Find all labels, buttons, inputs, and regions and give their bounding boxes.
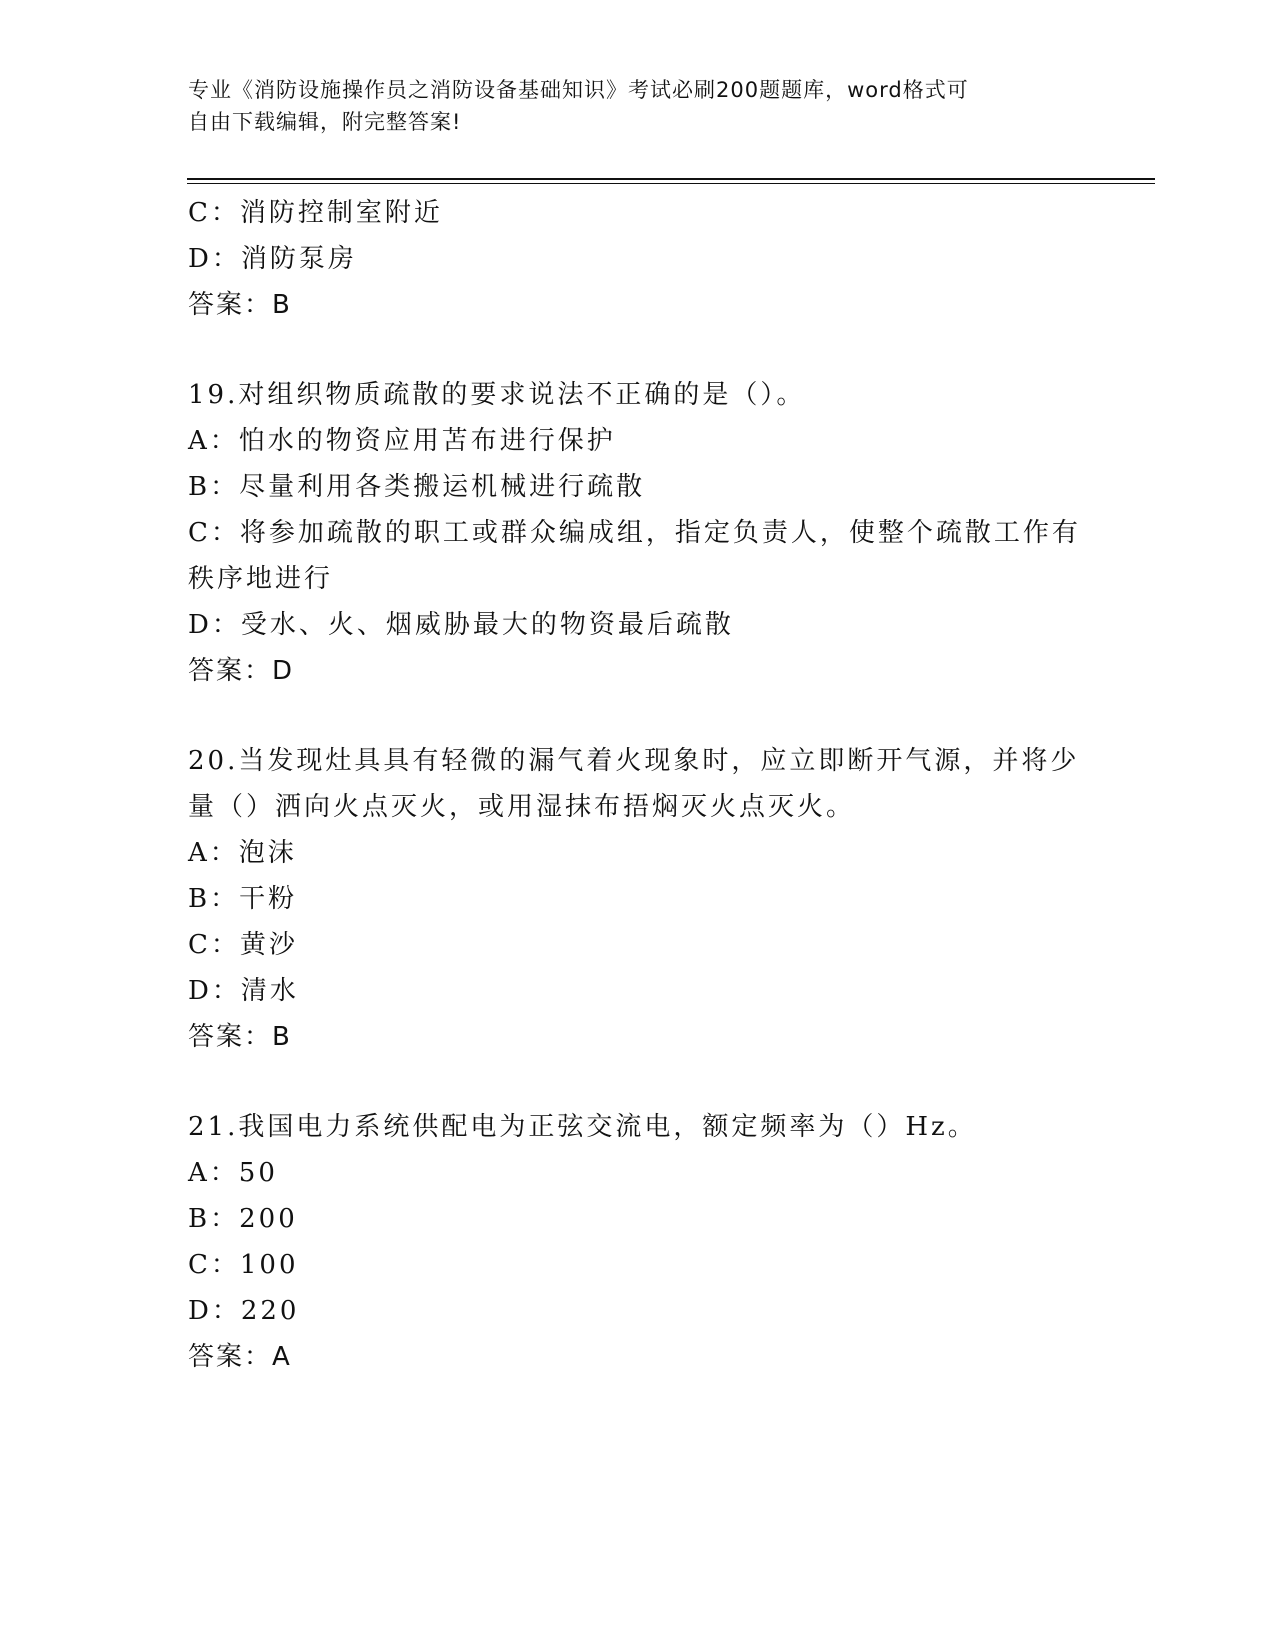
- option-a: A：50: [188, 1158, 278, 1188]
- option-b: B：200: [188, 1204, 298, 1234]
- header-line-1: 专业《消防设施操作员之消防设备基础知识》考试必刷200题题库，word格式可: [188, 78, 969, 102]
- option-c-line-1: C：将参加疏散的职工或群众编成组，指定负责人，使整个疏散工作有: [188, 518, 1081, 548]
- question-spacer: [188, 328, 1088, 372]
- option-c-line-2: 秩序地进行: [188, 564, 334, 594]
- question-list: [188, 190, 1088, 1380]
- header-line-2: 自由下载编辑，附完整答案!: [188, 110, 462, 134]
- page-header: [188, 74, 1068, 138]
- question-text: 21.我国电力系统供配电为正弦交流电，额定频率为（）Hz。: [188, 1112, 977, 1142]
- option-b: B：尽量利用各类搬运机械进行疏散: [188, 472, 646, 502]
- option-d: D：220: [188, 1296, 300, 1326]
- question-19: [188, 372, 1088, 694]
- question-text-line-1: 20.当发现灶具具有轻微的漏气着火现象时，应立即断开气源，并将少: [188, 746, 1080, 776]
- option-c: C：黄沙: [188, 930, 298, 960]
- question-text-line-2: 量（）洒向火点灭火，或用湿抹布捂焖灭火点灭火。: [188, 792, 856, 822]
- answer: 答案：A: [188, 1342, 292, 1372]
- option-c: C：消防控制室附近: [188, 198, 443, 228]
- option-a: A：泡沫: [188, 838, 297, 868]
- header-divider-thin: [187, 183, 1155, 184]
- answer: 答案：B: [188, 290, 292, 320]
- option-d: D：消防泵房: [188, 244, 357, 274]
- question-21: [188, 1104, 1088, 1380]
- question-18-tail: [188, 190, 1088, 328]
- answer: 答案：B: [188, 1022, 292, 1052]
- option-a: A：怕水的物资应用苫布进行保护: [188, 426, 616, 456]
- question-spacer: [188, 694, 1088, 738]
- option-b: B：干粉: [188, 884, 298, 914]
- option-c: C：100: [188, 1250, 299, 1280]
- option-d: D：受水、火、烟威胁最大的物资最后疏散: [188, 610, 734, 640]
- header-divider-thick: [187, 178, 1155, 180]
- question-spacer: [188, 1060, 1088, 1104]
- question-20: [188, 738, 1088, 1060]
- answer: 答案：D: [188, 656, 295, 686]
- option-d: D：清水: [188, 976, 299, 1006]
- question-text: 19.对组织物质疏散的要求说法不正确的是（）。: [188, 380, 806, 410]
